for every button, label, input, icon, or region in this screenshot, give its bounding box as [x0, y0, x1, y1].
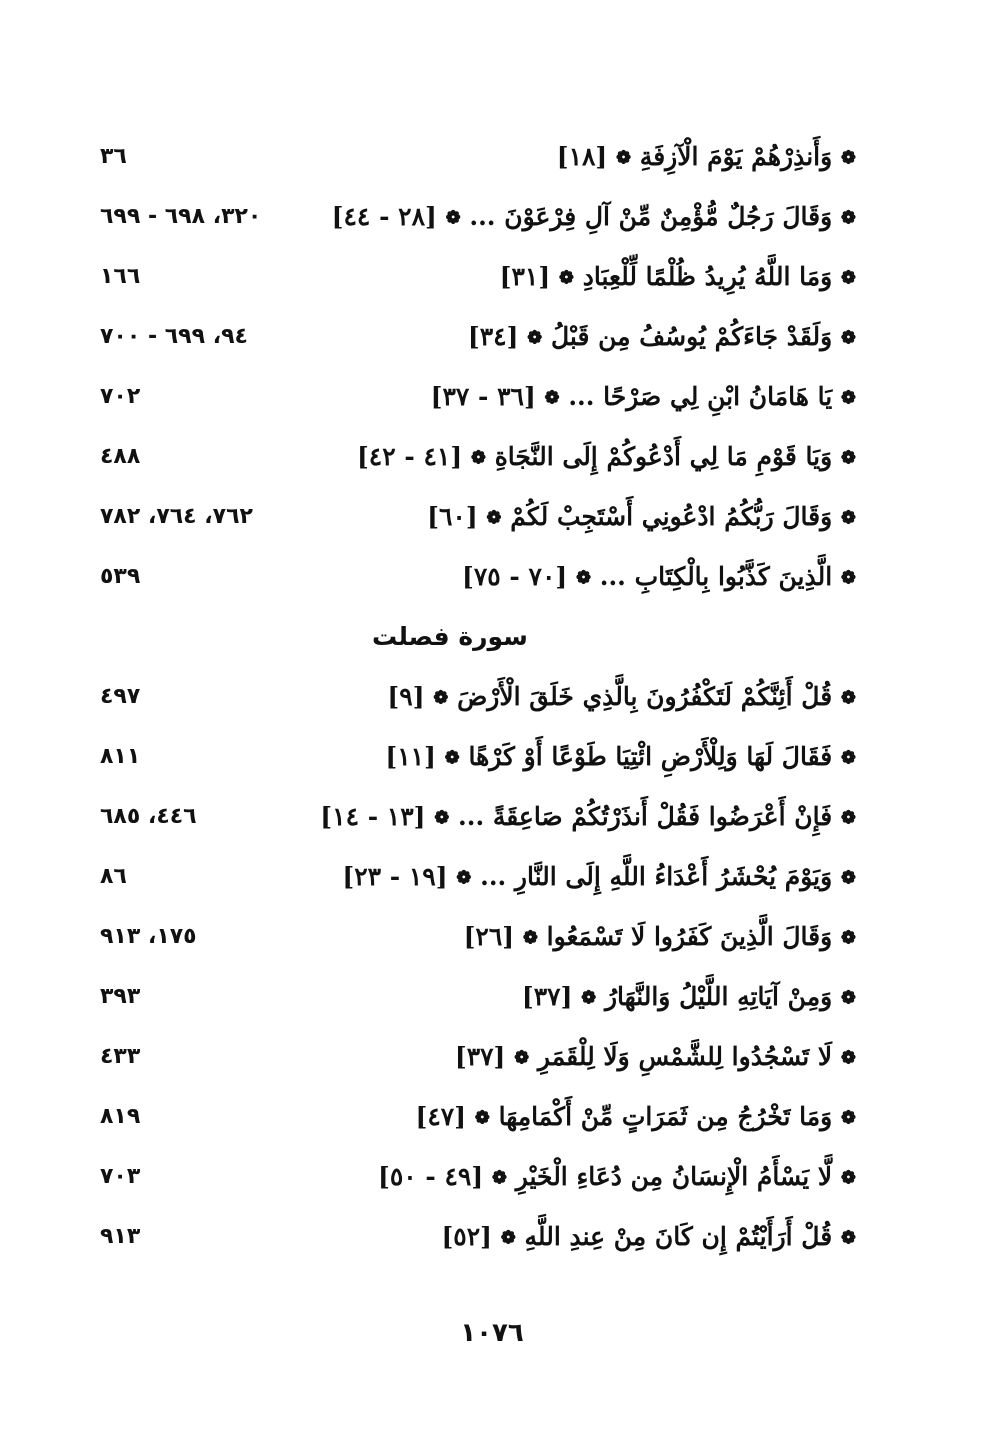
ornament-open-icon: ❁: [840, 867, 856, 889]
index-row: [100, 135, 856, 195]
ornament-open-icon: ❁: [840, 1107, 856, 1129]
index-row: [100, 975, 856, 1035]
ornament-close-icon: ❁: [433, 687, 449, 709]
ornament-close-icon: ❁: [514, 1047, 530, 1069]
index-row: [100, 675, 856, 735]
ornament-open-icon: ❁: [840, 507, 856, 529]
ornament-close-icon: ❁: [558, 267, 574, 289]
ornament-open-icon: ❁: [840, 1047, 856, 1069]
ornament-close-icon: ❁: [491, 1167, 507, 1189]
page-references: ٨١١: [100, 744, 141, 769]
verse-text: ❁ وَيَا قَوْمِ مَا لِي أَدْعُوكُمْ إِلَى النَّجَاةِ ❁ [٤١ - ٤٢]: [356, 442, 856, 471]
verse-reference: [١١]: [385, 742, 436, 771]
ornament-open-icon: ❁: [840, 747, 856, 769]
ornament-open-icon: ❁: [840, 687, 856, 709]
verse-reference: [٢٦]: [463, 922, 515, 951]
ornament-close-icon: ❁: [456, 867, 472, 889]
verse-reference: [٤١ - ٤٢]: [356, 442, 463, 471]
verse-reference: [٣٧]: [454, 1042, 506, 1071]
surah-heading: سورة فصلت: [372, 622, 528, 651]
ornament-close-icon: ❁: [474, 1107, 490, 1129]
page-references: ٩٤، ٦٩٩ - ٧٠٠: [100, 324, 248, 349]
index-row: [100, 1035, 856, 1095]
index-row: [100, 375, 856, 435]
ornament-open-icon: ❁: [840, 147, 856, 169]
verse-text: ❁ قُلْ أَرَأَيْتُمْ إِن كَانَ مِنْ عِندِ اللَّهِ ❁ [٥٢]: [441, 1222, 856, 1251]
verse-text: ❁ وَقَالَ الَّذِينَ كَفَرُوا لَا تَسْمَعُوا ❁ [٢٦]: [463, 922, 856, 951]
page-references: ٥٣٩: [100, 564, 141, 589]
page-references: ٤٤٦، ٦٨٥: [100, 804, 197, 829]
verse-text: ❁ لَّا يَسْأَمُ الْإِنسَانُ مِن دُعَاءِ الْخَيْرِ ❁ [٤٩ - ٥٠]: [377, 1162, 856, 1191]
ornament-close-icon: ❁: [470, 447, 486, 469]
page-references: ٩١٣: [100, 1224, 141, 1249]
verse-reference: [٤٧]: [415, 1102, 467, 1131]
verse-reference: [٩]: [387, 682, 425, 711]
verse-reference: [٥٢]: [441, 1222, 492, 1251]
ornament-close-icon: ❁: [500, 1227, 516, 1249]
verse-text: ❁ فَقَالَ لَهَا وَلِلْأَرْضِ ائْتِيَا طَوْعًا أَوْ كَرْهًا ❁ [١١]: [385, 742, 856, 771]
ornament-open-icon: ❁: [840, 987, 856, 1009]
ornament-close-icon: ❁: [444, 747, 460, 769]
verse-reference: [٣٦ - ٣٧]: [430, 382, 536, 411]
verse-reference: [٤٩ - ٥٠]: [377, 1162, 484, 1191]
verse-text: ❁ وَلَقَدْ جَاءَكُمْ يُوسُفُ مِن قَبْلُ ❁ [٣٤]: [467, 322, 856, 351]
ornament-open-icon: ❁: [840, 207, 856, 229]
verse-reference: [٣٤]: [467, 322, 519, 351]
index-row: [100, 435, 856, 495]
index-row: [100, 915, 856, 975]
ornament-close-icon: ❁: [522, 927, 538, 949]
verse-text: ❁ وَيَوْمَ يُحْشَرُ أَعْدَاءُ اللَّهِ إِلَى النَّارِ ... ❁ [١٩ - ٢٣]: [342, 862, 856, 891]
page-references: ٨١٩: [100, 1104, 141, 1129]
verse-text: ❁ لَا تَسْجُدُوا لِلشَّمْسِ وَلَا لِلْقَمَرِ ❁ [٣٧]: [454, 1042, 856, 1071]
page-references: ٣٩٣: [100, 984, 141, 1009]
page-references: ٧٦٢، ٧٦٤، ٧٨٢: [100, 504, 253, 529]
page-references: ١٧٥، ٩١٣: [100, 924, 197, 949]
ornament-close-icon: ❁: [486, 507, 502, 529]
ornament-open-icon: ❁: [840, 447, 856, 469]
index-row: [100, 315, 856, 375]
ornament-open-icon: ❁: [840, 1167, 856, 1189]
verse-text: ❁ وَقَالَ رَبُّكُمُ ادْعُونِي أَسْتَجِبْ لَكُمْ ❁ [٦٠]: [427, 502, 856, 531]
verse-text: ❁ وَقَالَ رَجُلٌ مُّؤْمِنٌ مِّنْ آلِ فِرْعَوْنَ ... ❁ [٢٨ - ٤٤]: [331, 202, 856, 231]
verse-text: ❁ وَمِنْ آيَاتِهِ اللَّيْلُ وَالنَّهَارُ ❁ [٣٧]: [521, 982, 856, 1011]
ornament-close-icon: ❁: [615, 147, 632, 169]
ornament-close-icon: ❁: [544, 387, 560, 409]
index-row: [100, 555, 856, 615]
index-row: [100, 1215, 856, 1275]
index-row: [100, 735, 856, 795]
verse-reference: [٣١]: [499, 262, 551, 291]
page-references: ١٦٦: [100, 264, 141, 289]
index-row: [100, 255, 856, 315]
index-row: [100, 1095, 856, 1155]
verse-reference: [١٣ - ١٤]: [320, 802, 426, 831]
verse-reference: [٧٠ - ٧٥]: [462, 562, 568, 591]
ornament-open-icon: ❁: [840, 1227, 856, 1249]
verse-text: ❁ الَّذِينَ كَذَّبُوا بِالْكِتَابِ ... ❁ [٧٠ - ٧٥]: [462, 562, 856, 591]
surah-heading-row: [100, 615, 856, 675]
ornament-close-icon: ❁: [445, 207, 461, 229]
ornament-close-icon: ❁: [434, 807, 450, 829]
page-number: ١٠٧٦: [460, 1318, 524, 1348]
page-references: ٧٠٣: [100, 1164, 141, 1189]
ornament-open-icon: ❁: [840, 807, 856, 829]
index-row: [100, 855, 856, 915]
verse-text: ❁ يَا هَامَانُ ابْنِ لِي صَرْحًا ... ❁ [٣٦ - ٣٧]: [430, 382, 856, 411]
verse-text: ❁ وَمَا اللَّهُ يُرِيدُ ظُلْمًا لِّلْعِبَادِ ❁ [٣١]: [499, 262, 856, 291]
verse-reference: [٣٧]: [521, 982, 573, 1011]
index-row: [100, 495, 856, 555]
ornament-open-icon: ❁: [840, 567, 856, 589]
ornament-close-icon: ❁: [527, 327, 543, 349]
ornament-close-icon: ❁: [581, 987, 597, 1009]
page-references: ٤٨٨: [100, 444, 141, 469]
ornament-open-icon: ❁: [840, 327, 856, 349]
verse-reference: [٢٨ - ٤٤]: [331, 202, 437, 231]
verse-text: ❁ قُلْ أَئِنَّكُمْ لَتَكْفُرُونَ بِالَّذِي خَلَقَ الْأَرْضَ ❁ [٩]: [387, 682, 856, 711]
verse-text: ❁ وَأَنذِرْهُمْ يَوْمَ الْآزِفَةِ ❁ [١٨]: [556, 142, 856, 171]
ornament-open-icon: ❁: [840, 387, 856, 409]
index-row: [100, 795, 856, 855]
verse-text: ❁ وَمَا تَخْرُجُ مِن ثَمَرَاتٍ مِّنْ أَكْمَامِهَا ❁ [٤٧]: [415, 1102, 856, 1131]
index-row: [100, 1155, 856, 1215]
verse-reference: [١٩ - ٢٣]: [342, 862, 448, 891]
page-references: ٨٦: [100, 864, 127, 889]
page-references: ٣٦: [100, 144, 127, 169]
ornament-close-icon: ❁: [575, 567, 592, 589]
index-row: [100, 195, 856, 255]
verse-text: ❁ فَإِنْ أَعْرَضُوا فَقُلْ أَنذَرْتُكُمْ صَاعِقَةً ... ❁ [١٣ - ١٤]: [320, 802, 856, 831]
ornament-open-icon: ❁: [840, 267, 856, 289]
verse-reference: [١٨]: [556, 142, 608, 171]
page-references: ٧٠٢: [100, 384, 141, 409]
index-table: [100, 135, 856, 1275]
page-references: ٤٩٧: [100, 684, 141, 709]
verse-reference: [٦٠]: [427, 502, 478, 531]
page-references: ٤٣٣: [100, 1044, 141, 1069]
ornament-open-icon: ❁: [840, 927, 856, 949]
page-references: ٣٢٠، ٦٩٨ - ٦٩٩: [100, 204, 262, 229]
